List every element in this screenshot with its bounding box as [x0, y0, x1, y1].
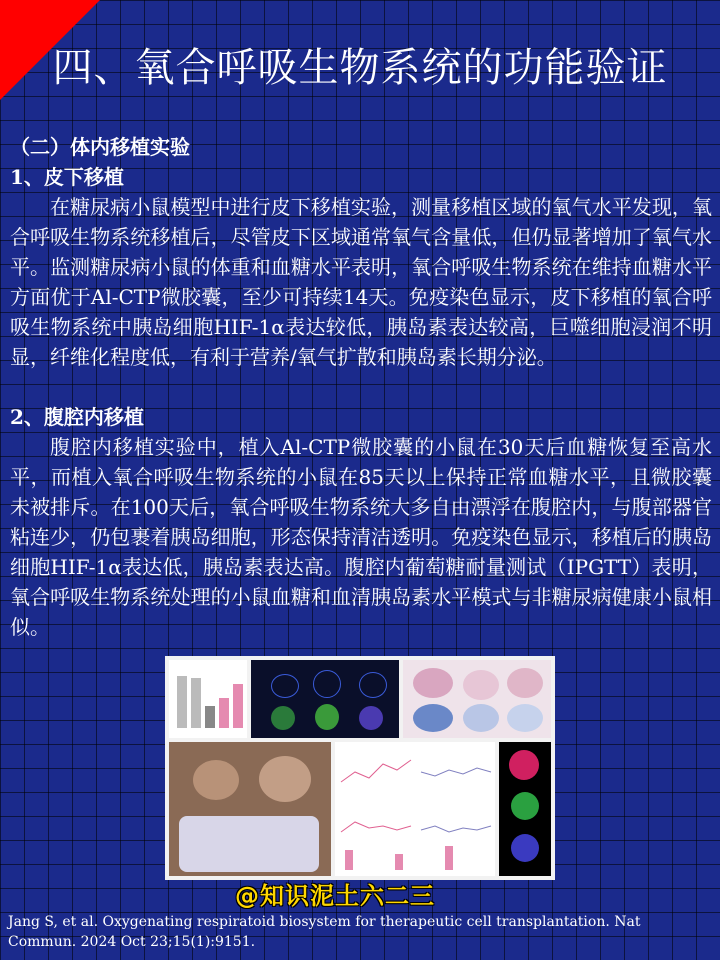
paragraph-2: 腹腔内移植实验中，植入Al-CTP微胶囊的小鼠在30天后血糖恢复至高水平，而植入氧合呼吸生物系统的小鼠在85天以上保持正常血糖水平，且微胶囊未被排斥。在100天后，氧合呼吸生物系统大多自由漂浮在腹腔内，与腹部器官粘连少，仍包裹着胰岛细胞，形态保持清洁透明。免疫染色显示，移植后的胰岛细胞HIF-1α表达低，胰岛素表达高。腹腔内葡萄糖耐量测试（IPGTT）表明，氧合呼吸生物系统处理的小鼠血糖和血清胰岛素水平模式与非糖尿病健康小鼠相似。 — [10, 435, 712, 639]
subsection-heading-2: 2、腹腔内移植 — [10, 405, 144, 429]
subsection-heading-1: 1、皮下移植 — [10, 165, 124, 189]
photo-panel — [169, 742, 331, 876]
watermark: @知识泥土六二三 — [235, 882, 435, 910]
fluorescence-panel — [251, 660, 399, 738]
slide-content — [10, 132, 712, 642]
section-heading: （二）体内移植实验 — [10, 135, 190, 159]
citation: Jang S, et al. Oxygenating respiratoid biosystem for therapeutic cell transplantation. Nat Commun. 2024 Oct 23;15(1):9151. — [8, 914, 641, 950]
paragraph-1: 在糖尿病小鼠模型中进行皮下移植实验，测量移植区域的氧气水平发现，氧合呼吸生物系统移植后，尽管皮下区域通常氧气含量低，但仍显著增加了氧气水平。监测糖尿病小鼠的体重和血糖水平表明，氧合呼吸生物系统在维持血糖水平方面优于Al-CTP微胶囊，至少可持续14天。免疫染色显示，皮下移植的氧合呼吸生物系统中胰岛细胞HIF-1α表达较低，胰岛素表达较高，巨噬细胞浸润不明显，纤维化程度低，有利于营养/氧气扩散和胰岛素长期分泌。 — [10, 195, 712, 369]
bar-chart-panel — [169, 660, 247, 738]
plots-svg — [335, 742, 495, 876]
histology-panel — [403, 660, 551, 738]
islet-stain-panel — [499, 742, 551, 876]
slide-title: 四、氧合呼吸生物系统的功能验证 — [52, 45, 668, 91]
research-figure — [165, 656, 555, 880]
plots-panel — [335, 742, 495, 876]
